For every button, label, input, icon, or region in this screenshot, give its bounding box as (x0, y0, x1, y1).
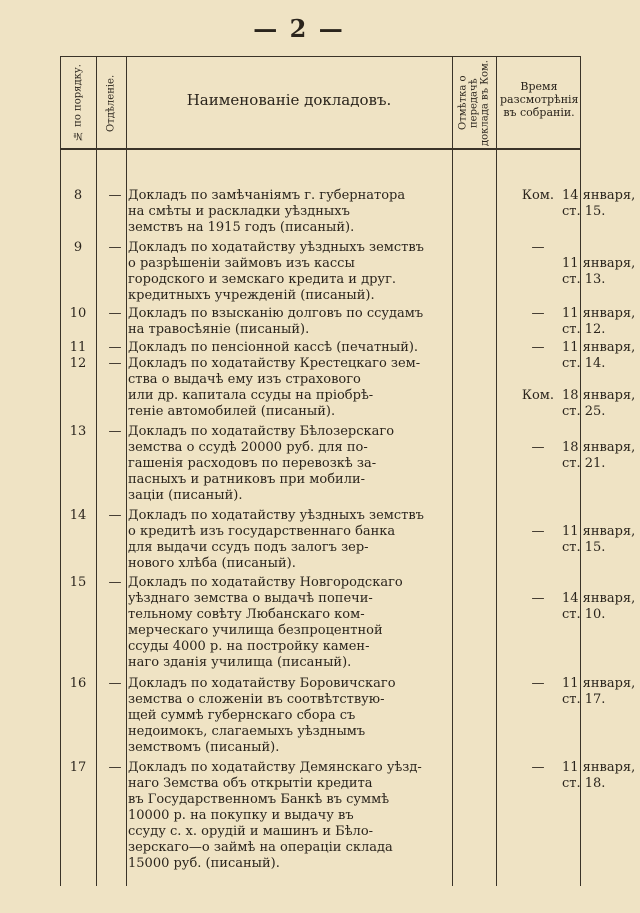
row-title: Докладъ по замѣчаніямъ г. губернатора на смѣты и раскладки уѣздныхъ земствъ на 1915 годъ (писаный). (128, 188, 406, 235)
row-time: 14 января, ст. 15. (562, 188, 636, 219)
row-department: — (108, 508, 122, 523)
row-number: 12 (69, 356, 87, 371)
row-number: 9 (73, 240, 83, 255)
row-title: Докладъ по ходатайству Демянскаго уѣзд- наго Земства объ открытіи кредита въ Государственномъ Банкѣ въ суммѣ 10000 р. на покупку и выдачу въ ссуду с. х. орудій и машинъ и Бѣло- зерскаго—о займѣ на операціи склада 15000 руб. (писаный). (128, 760, 422, 871)
row-title: Докладъ по ходатайству Новгородскаго уѣзднаго земства о выдачѣ попечи- тельному совѣту Любанскаго ком- мерческаго училища безпроцентной ссуды 4000 р. на постройку камен- наго зданія училища (писаный). (128, 575, 403, 670)
row-time: 11 января, (562, 340, 636, 355)
row-mark: Ком. (521, 188, 555, 203)
row-department: — (108, 575, 122, 590)
row-mark: — (531, 676, 545, 691)
row-department: — (108, 424, 122, 439)
row-time: ст. 14. 18 января, ст. 25. (562, 356, 636, 419)
row-number: 8 (73, 188, 83, 203)
header-mark: Отмѣтка о передачѣ доклада въ Ком. (457, 60, 491, 146)
row-title: Докладъ по ходатайству уѣздныхъ земствъ о кредитѣ изъ государственнаго банка для выдачи ссудъ подъ залогъ зер- нового хлѣба (писаный). (128, 508, 424, 571)
row-time: 11 января, ст. 15. (562, 524, 636, 555)
row-time: 11 января, ст. 18. (562, 760, 636, 791)
row-time: 11 января, ст. 17. (562, 676, 636, 707)
row-mark: — (531, 240, 545, 255)
row-department: — (108, 356, 122, 371)
row-number: 16 (69, 676, 87, 691)
row-time: 14 января, ст. 10. (562, 591, 636, 622)
row-number: 13 (69, 424, 87, 439)
row-department: — (108, 340, 122, 355)
row-number: 10 (69, 306, 87, 321)
header-bottom-rule (60, 148, 580, 150)
row-title: Докладъ по ходатайству Боровичскаго земства о сложеніи въ соотвѣтствую- щей суммѣ губернскаго сбора съ недоимокъ, слагаемыхъ уѣзднымъ земствомъ (писаный). (128, 676, 396, 755)
row-department: — (108, 760, 122, 775)
row-department: — (108, 188, 122, 203)
row-mark: — (531, 524, 545, 539)
row-department: — (108, 240, 122, 255)
row-mark: — (531, 340, 545, 355)
row-title: Докладъ по ходатайству Бѣлозерскаго земства о ссудѣ 20000 руб. для по- гашенія расходовъ по перевозкѣ за- пасныхъ и ратниковъ при мобили- заціи (писаный). (128, 424, 395, 503)
row-title: Докладъ по взысканію долговъ по ссудамъ на травосѣяніе (писаный). (128, 306, 424, 337)
row-time: 11 января, ст. 13. (562, 256, 636, 287)
table-top-rule (60, 56, 580, 57)
row-title: Докладъ по ходатайству уѣздныхъ земствъ о разрѣшеніи займовъ изъ кассы городского и земскаго кредита и друг. кредитныхъ учрежденій (писаный). (128, 240, 424, 303)
row-mark: — (531, 440, 545, 455)
row-mark: — (531, 591, 545, 606)
header-dept: Отдѣленіе. (105, 74, 117, 132)
row-number: 14 (69, 508, 87, 523)
row-mark: — (531, 306, 545, 321)
row-time: 18 января, ст. 21. (562, 440, 636, 471)
row-mark: Ком. (521, 388, 555, 403)
row-department: — (108, 306, 122, 321)
row-title: Докладъ по пенсіонной кассѣ (печатный). (128, 340, 419, 355)
row-number: 17 (69, 760, 87, 775)
row-number: 11 (69, 340, 87, 355)
row-time: 11 января, ст. 12. (562, 306, 636, 337)
row-mark: — (531, 760, 545, 775)
header-title: Наименованіе докладовъ. (186, 91, 392, 109)
page-number: — 2 — (253, 14, 345, 43)
row-department: — (108, 676, 122, 691)
header-time: Время разсмотрѣнія въ собраніи. (500, 80, 579, 119)
row-number: 15 (69, 575, 87, 590)
row-title: Докладъ по ходатайству Крестецкаго зем- ства о выдачѣ ему изъ страхового или др. капитала ссуды на пріобрѣ- теніе автомобилей (писаный). (128, 356, 421, 419)
header-num: № по порядку. (72, 64, 84, 142)
